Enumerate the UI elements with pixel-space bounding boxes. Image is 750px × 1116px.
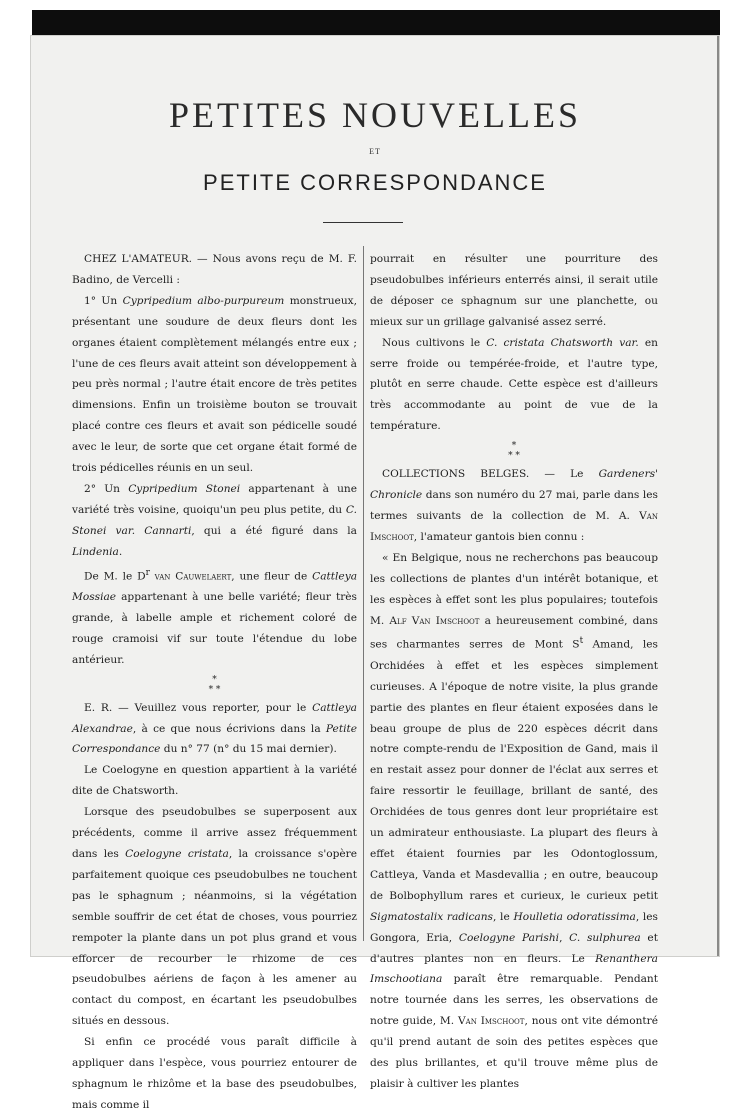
paragraph-reply-er: E. R. — Veuillez vous reporter, pour le Cattleya Alexandrae, à ce que nous écrivions dans la Petite Correspondance du n° 77 (n° du 15 mai dernier). — [72, 701, 357, 756]
paragraph-sphagnum: Si enfin ce procédé vous paraît difficile à appliquer dans l'espèce, vous pourriez entourer de sphagnum le rhizôme et la base des pseudobulbes, mais comme il — [72, 1036, 357, 1111]
column-divider — [363, 246, 364, 941]
paragraph-cauwelaert: De M. le $D^r$ van Cauwelaert, une fleur de Cattleya Mossiae appartenant à une belle variété; fleur très grande, à labelle ample et richement coloré de rouge cramoisi vif sur toute l'étendue du lobe antérieur. — [72, 567, 358, 666]
paragraph-collections-belges: COLLECTIONS BELGES. — Le Gardeners' Chronicle dans son numéro du 27 mai, parle dans les termes suivants de la collection de M. A. Van Imschoot, l'amateur gantois bien connu : — [370, 468, 658, 543]
page-subtitle: PETITE CORRESPONDANCE — [203, 170, 547, 195]
title-rule-divider — [323, 222, 403, 223]
section-heading-chez-amateur: CHEZ L'AMATEUR. — [84, 253, 193, 265]
paragraph-continuation: pourrait en résulter une pourriture des pseudobulbes inférieurs enterrés ainsi, il serait utile de déposer ce sphagnum sur une planchette, ou mieux sur un grillage galvanisé assez serré. — [370, 253, 658, 328]
paragraph-cultivation: Nous cultivons le C. cristata Chatsworth var. en serre froide ou tempérée-froide, et l'autre type, plutôt en serre chaude. Cette espèce est d'ailleurs très accommodante au point de vue de la température. — [370, 336, 658, 433]
paragraph-pseudobulbes: Lorsque des pseudobulbes se superposent aux précédents, comme il arrive assez fréquemment dans les Coelogyne cristata, la croissance s'opère parfaitement quoique ces pseudobulbes ne touchent pas le sphagnum ; néanmoins, si la végétation semble souffrir de cet état de choses, vous pourriez rempoter la plante dans un pot plus grand et vous efforcer de recourber le rhizome de ces pseudobulbes aériens de façon à les amener au contact du compost, en écartant les pseudobulbes situés en dessous. — [72, 806, 358, 1028]
page-sheet — [31, 36, 719, 1111]
page-title: PETITES NOUVELLES — [169, 95, 581, 135]
section-heading-collections-belges: COLLECTIONS BELGES. — [382, 468, 530, 481]
paragraph-quotation: « En Belgique, nous ne recherchons pas beaucoup les collections de plantes d'un intérêt botanique, et les espèces à effet sont les plus populaires; toutefois M. Alf Van Imschoot a heureusement combiné, dans ses charmantes serres de Mont $S^t$ Amand, les Orchidées à effet et les espèces simplement curieuses. A l'époque de notre visite, la plus grande partie des plantes en fleur étaient exposées dans le beau groupe de plus de 220 espèces décrit dans notre compte-rendu de l'Exposition de Gand, mais il en restait assez pour donner de l'éclat aux serres et faire ressortir le feuillage, brillant de santé, des Orchidées de tous genres dont leur propriétaire est un admirateur enthousiaste. La plupart des fleurs à effet étaient fournies par les Odontoglossum, Cattleya, Vanda et Masdevallia ; en outre, beaucoup de Bolbophyllum rares et curieux, le curieux petit Sigmatostalix radicans, le Houlletia odoratissima, les Gongora, Eria, Coelogyne Parishi, C. sulphurea et d'autres plantes non en fleurs. Le Renanthera Imschootiana paraît être remarquable. Pendant notre tournée dans les serres, les observations de notre guide, M. Van Imschoot, nous ont vite démontré qu'il prend autant de soin des petites espèces que des plus brillantes, et qu'il trouve même plus de plaisir à cultiver les plantes — [370, 551, 658, 1090]
asterism-divider: * * * — [508, 441, 520, 462]
title-conjunction: ET — [369, 147, 381, 156]
scan-top-border — [32, 10, 720, 38]
paragraph-chez-amateur: CHEZ L'AMATEUR. — Nous avons reçu de M. F. Badino, de Vercelli : — [72, 253, 357, 286]
paragraph-item-2: 2° Un Cypripedium Stonei appartenant à une variété très voisine, quoiqu'un peu plus petite, du C. Stonei var. Cannarti, qui a été figuré dans la Lindenia. — [72, 482, 357, 558]
asterism-divider: * * * — [208, 674, 221, 695]
right-column — [370, 249, 658, 1095]
paragraph-item-1: 1° Un Cypripedium albo-purpureum monstrueux, présentant une soudure de deux fleurs dont les organes étaient complètement mélangés entre eux ; l'une de ces fleurs avait atteint son développement à peu près normal ; l'autre était encore de très petites dimensions. Enfin un troisième bouton se trouvait placé contre ces fleurs et avait son pédicelle soudé avec le leur, de sorte que cet organe était formé de trois pédicelles réunis en un seul. — [72, 294, 357, 475]
left-column — [72, 249, 357, 1116]
paragraph-coelogyne-variety: Le Coelogyne en question appartient à la variété dite de Chatsworth. — [72, 764, 357, 798]
